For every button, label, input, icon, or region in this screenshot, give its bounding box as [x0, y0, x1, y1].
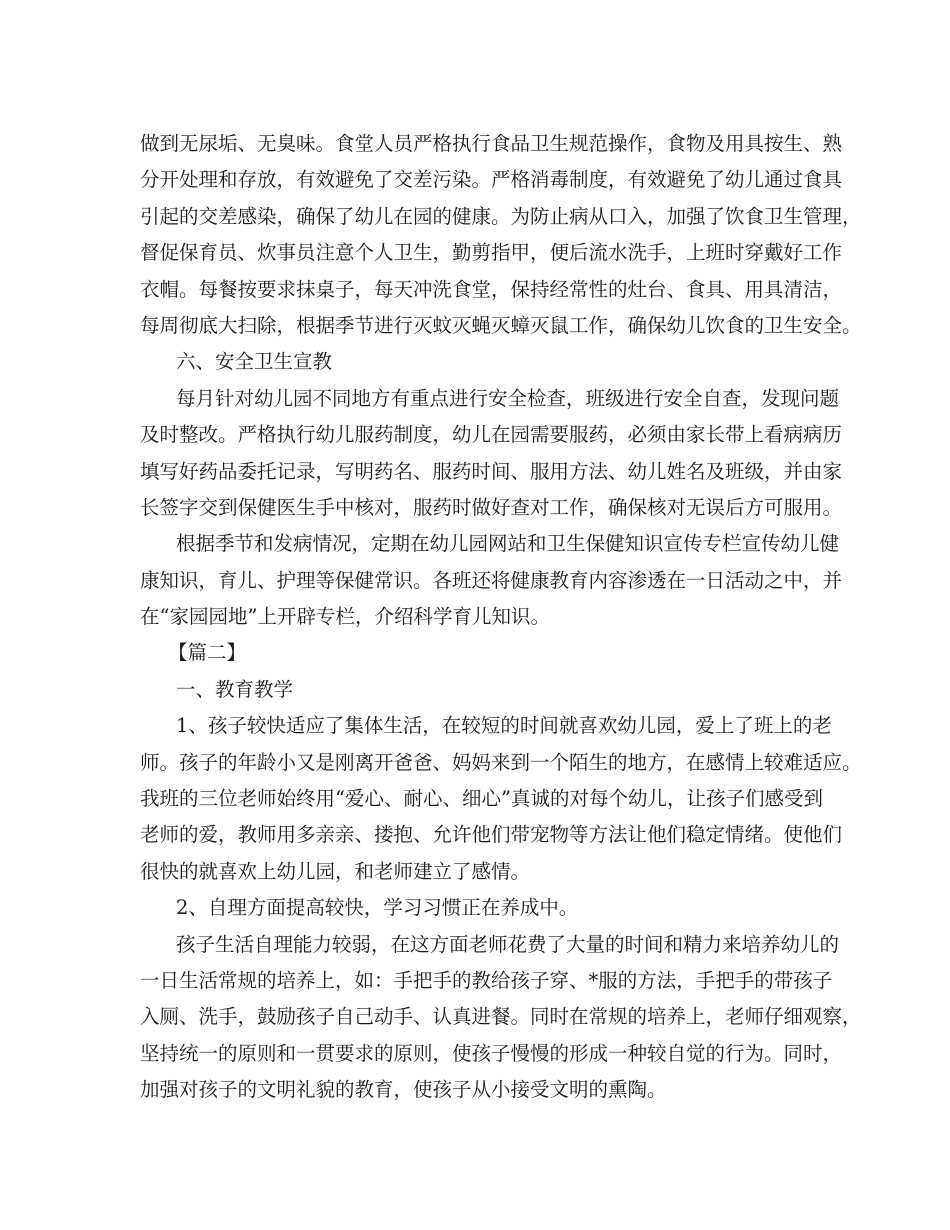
text-line: 一日生活常规的培养上，如：手把手的教给孩子穿、*服的方法，手把手的带孩子 — [140, 968, 833, 992]
text-line: 衣帽。每餐按要求抹桌子，每天冲洗食堂，保持经常性的灶台、食具、用具清洁， — [140, 277, 843, 301]
text-line: 督促保育员、炊事员注意个人卫生，勤剪指甲，便后流水洗手，上班时穿戴好工作 — [140, 241, 843, 265]
text-line: 每周彻底大扫除，根据季节进行灭蚊灭蝇灭蟑灭鼠工作，确保幼儿饮食的卫生安全。 — [140, 313, 862, 337]
text-line: 引起的交差感染，确保了幼儿在园的健康。为防止病从口入，加强了饮食卫生管理， — [140, 204, 862, 228]
text-line: 坚持统一的原则和一贯要求的原则，使孩子慢慢的形成一种较自觉的行为。同时， — [140, 1041, 843, 1065]
document-body — [140, 126, 862, 1109]
text-line: 每月针对幼儿园不同地方有重点进行安全检查，班级进行安全自查，发现问题 — [176, 386, 840, 410]
text-line: 长签字交到保健医生手中核对，服药时做好查对工作，确保核对无误后方可服用。 — [140, 495, 843, 519]
part-heading: 【篇二】 — [168, 641, 247, 665]
text-line: 在“家园园地”上开辟专栏，介绍科学育儿知识。 — [140, 605, 550, 629]
text-line: 分开处理和存放，有效避免了交差污染。严格消毒制度，有效避免了幼儿通过食具 — [140, 168, 843, 192]
text-line: 填写好药品委托记录，写明药名、服药时间、服用方法、幼儿姓名及班级，并由家 — [140, 459, 843, 483]
section-heading: 一、教育教学 — [176, 677, 294, 701]
text-line: 加强对孩子的文明礼貌的教育，使孩子从小接受文明的熏陶。 — [140, 1078, 667, 1102]
text-line: 师。孩子的年龄小又是刚离开爸爸、妈妈来到一个陌生的地方，在感情上较难适应。 — [140, 750, 862, 774]
text-line: 康知识，育儿、护理等保健常识。各班还将健康教育内容渗透在一日活动之中，并 — [140, 568, 843, 592]
text-line: 2、自理方面提高较快，学习习惯正在养成中。 — [176, 896, 579, 920]
section-heading: 六、安全卫生宣教 — [176, 350, 333, 374]
text-line: 孩子生活自理能力较弱，在这方面老师花费了大量的时间和精力来培养幼儿的 — [176, 932, 840, 956]
text-line: 很快的就喜欢上幼儿园，和老师建立了感情。 — [140, 859, 531, 883]
text-line: 入厕、洗手，鼓励孩子自己动手、认真进餐。同时在常规的培养上，老师仔细观察， — [140, 1005, 862, 1029]
text-line: 及时整改。严格执行幼儿服药制度，幼儿在园需要服药，必须由家长带上看病病历 — [140, 423, 843, 447]
text-line: 根据季节和发病情况，定期在幼儿园网站和卫生保健知识宣传专栏宣传幼儿健 — [176, 532, 840, 556]
text-line: 做到无尿垢、无臭味。食堂人员严格执行食品卫生规范操作，食物及用具按生、熟 — [140, 132, 843, 155]
text-line: 我班的三位老师始终用“爱心、耐心、细心”真诚的对每个幼儿，让孩子们感受到 — [140, 787, 823, 811]
text-line: 老师的爱，教师用多亲亲、搂抱、允许他们带宠物等方法让他们稳定情绪。使他们 — [140, 823, 843, 847]
text-line: 1、孩子较快适应了集体生活，在较短的时间就喜欢幼儿园，爱上了班上的老 — [176, 714, 832, 738]
